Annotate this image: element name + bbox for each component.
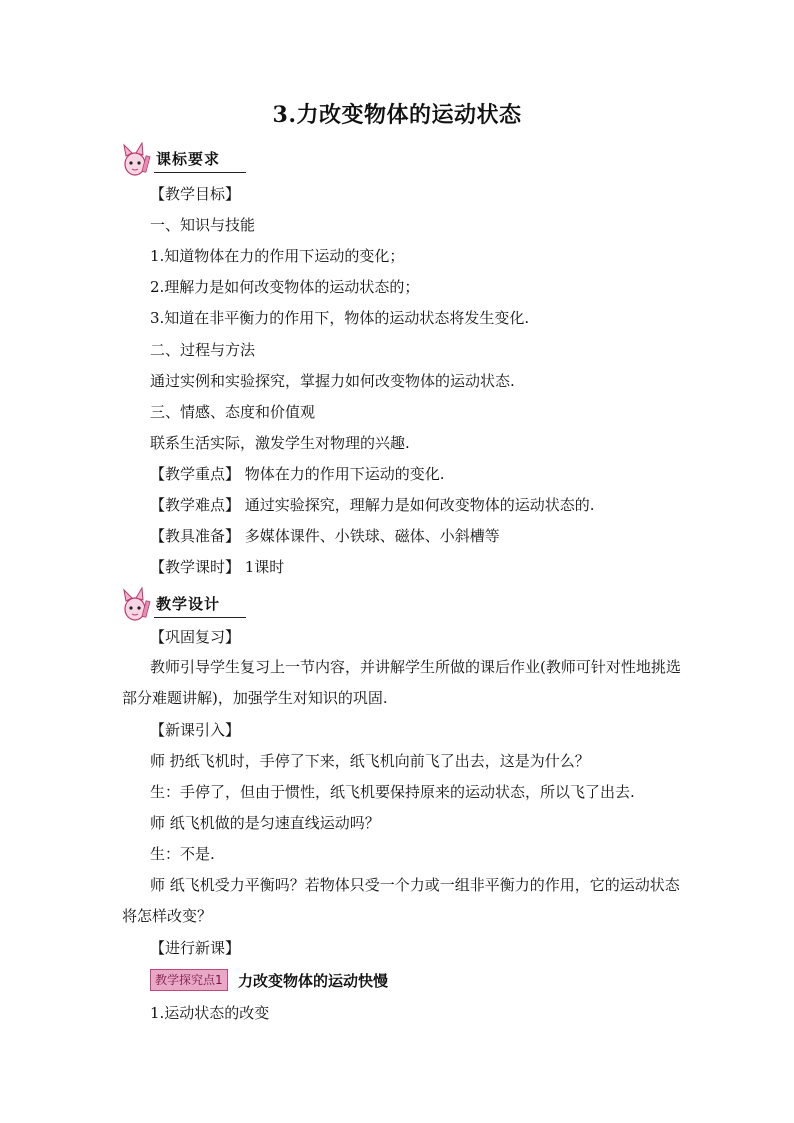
process-text: 通过实例和实验探究，掌握力如何改变物体的运动状态.: [150, 372, 515, 390]
dialogue-line: 生：不是.: [150, 845, 215, 863]
review-label: 【巩固复习】: [150, 628, 241, 646]
section-header-design: [118, 587, 248, 623]
dialogue-line: 师 扔纸飞机时，手停了下来，纸飞机向前飞了出去，这是为什么？: [150, 752, 590, 770]
page-title: 3.力改变物体的运动状态: [272, 102, 522, 128]
section-title: 课标要求: [156, 150, 221, 168]
knowledge-heading: 一、知识与技能: [150, 216, 256, 234]
intro-label: 【新课引入】: [150, 721, 241, 739]
explore-point-title: 力改变物体的运动快慢: [238, 972, 389, 990]
new-lesson-label: 【进行新课】: [150, 939, 241, 957]
knowledge-item: 1.知道物体在力的作用下运动的变化；: [150, 247, 405, 265]
key-point: 【教学重点】 物体在力的作用下运动的变化.: [150, 465, 445, 483]
goals-label: 【教学目标】: [150, 185, 241, 203]
dialogue-line: 生：手停了，但由于惯性，纸飞机要保持原来的运动状态，所以飞了出去.: [150, 783, 635, 801]
heading-underline: [154, 172, 246, 173]
knowledge-item: 3.知道在非平衡力的作用下，物体的运动状态将发生变化.: [150, 309, 530, 327]
pencil-mascot-icon: [118, 587, 154, 623]
process-heading: 二、过程与方法: [150, 341, 256, 359]
subsection-heading: 1.运动状态的改变: [150, 1004, 270, 1022]
explore-point-tag: 教学探究点1: [150, 969, 228, 991]
review-text: 教师引导学生复习上一节内容，并讲解学生所做的课后作业(教师可针对性地挑选部分难题讲解)，加强学生对知识的巩固.: [122, 658, 681, 707]
difficulty: 【教学难点】 通过实验探究，理解力是如何改变物体的运动状态的.: [150, 496, 595, 514]
emotion-heading: 三、情感、态度和价值观: [150, 403, 316, 421]
lesson-hours: 【教学课时】 1课时: [150, 558, 285, 576]
dialogue-line: 师 纸飞机做的是匀速直线运动吗？: [150, 814, 380, 832]
question-text: 师 纸飞机受力平衡吗？若物体只受一个力或一组非平衡力的作用，它的运动状态将怎样改变？: [122, 876, 680, 925]
materials: 【教具准备】 多媒体课件、小铁球、磁体、小斜槽等: [150, 527, 500, 545]
pencil-mascot-icon: [118, 142, 154, 178]
emotion-text: 联系生活实际，激发学生对物理的兴趣.: [150, 434, 410, 452]
section-title: 教学设计: [156, 595, 221, 613]
section-header-standards: [118, 142, 248, 178]
heading-underline: [154, 617, 246, 618]
knowledge-item: 2.理解力是如何改变物体的运动状态的；: [150, 278, 420, 296]
